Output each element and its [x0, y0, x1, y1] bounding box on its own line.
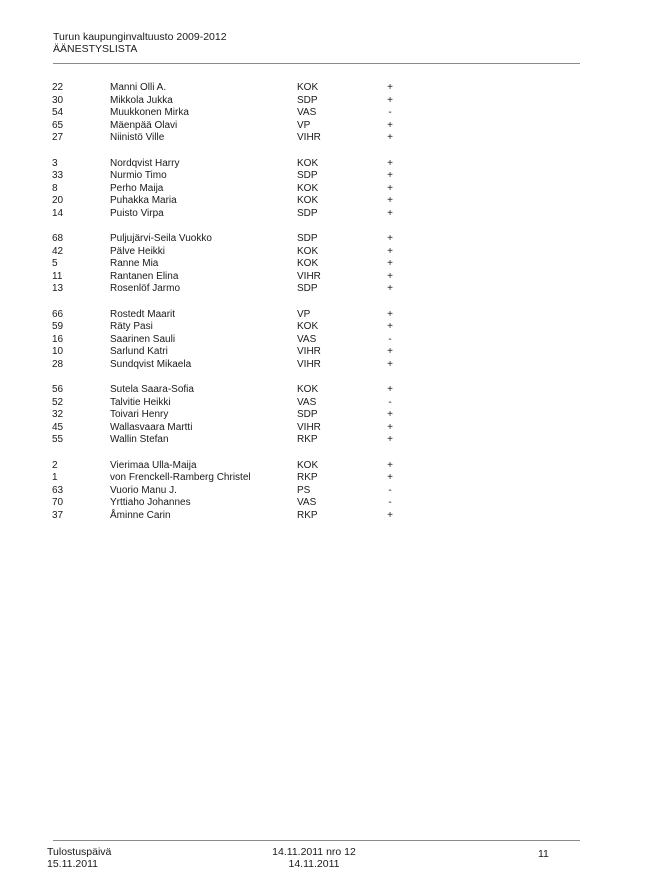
- member-number: 28: [52, 358, 64, 370]
- member-party: KOK: [297, 182, 319, 194]
- member-vote: +: [387, 472, 393, 483]
- member-vote: +: [387, 509, 393, 521]
- member-name: Mikkola Jukka: [110, 94, 173, 106]
- vote-row: [52, 258, 412, 271]
- member-vote: +: [387, 258, 393, 269]
- member-number: 56: [52, 384, 64, 395]
- member-number: 8: [52, 182, 58, 194]
- member-vote: +: [387, 346, 393, 357]
- member-name: Yrttiaho Johannes: [110, 497, 191, 508]
- vote-row: [52, 283, 412, 296]
- member-name: Wallasvaara Martti: [110, 421, 193, 433]
- vote-row: [52, 95, 412, 108]
- member-party: SDP: [297, 170, 318, 181]
- vote-group: [52, 158, 412, 221]
- member-vote: +: [387, 132, 393, 143]
- vote-group: [52, 82, 412, 145]
- member-vote: +: [387, 308, 393, 320]
- member-number: 55: [52, 434, 64, 445]
- member-vote: +: [387, 207, 393, 219]
- member-name: Muukkonen Mirka: [110, 107, 189, 118]
- member-party: KOK: [297, 258, 319, 269]
- member-number: 59: [52, 321, 64, 332]
- member-party: VP: [297, 308, 311, 320]
- member-party: VIHR: [297, 358, 321, 370]
- member-number: 32: [52, 409, 64, 420]
- member-party: KOK: [297, 384, 319, 395]
- member-party: VIHR: [297, 132, 321, 143]
- vote-row: [52, 321, 412, 334]
- member-vote: +: [387, 384, 393, 395]
- vote-row: [52, 82, 412, 95]
- member-number: 22: [52, 82, 64, 93]
- member-number: 33: [52, 170, 64, 181]
- member-vote: -: [388, 333, 392, 345]
- member-vote: +: [387, 270, 393, 282]
- member-party: KOK: [297, 82, 319, 93]
- member-number: 16: [52, 333, 64, 345]
- member-party: SDP: [297, 233, 318, 244]
- member-vote: -: [388, 484, 392, 496]
- member-vote: +: [387, 170, 393, 181]
- member-name: Nurmio Timo: [110, 170, 167, 181]
- member-party: SDP: [297, 94, 318, 106]
- vote-row: [52, 472, 412, 485]
- meeting-date: 14.11.2011: [288, 858, 340, 870]
- member-number: 68: [52, 233, 64, 244]
- member-name: Talvitie Heikki: [110, 396, 171, 408]
- vote-row: [52, 397, 412, 410]
- member-vote: +: [387, 182, 393, 194]
- member-party: VAS: [297, 333, 317, 345]
- vote-group: [52, 384, 412, 447]
- member-vote: +: [387, 421, 393, 433]
- member-name: Toivari Henry: [110, 409, 169, 420]
- member-number: 13: [52, 283, 64, 294]
- member-vote: -: [388, 497, 392, 508]
- vote-row: [52, 334, 412, 347]
- vote-row: [52, 183, 412, 196]
- member-party: VIHR: [297, 270, 321, 282]
- document-header: [53, 32, 593, 55]
- member-name: Wallin Stefan: [110, 434, 169, 445]
- member-party: VIHR: [297, 346, 321, 357]
- member-number: 70: [52, 497, 64, 508]
- vote-row: [52, 359, 412, 372]
- vote-row: [52, 497, 412, 510]
- member-name: Puisto Virpa: [110, 207, 164, 219]
- member-name: Saarinen Sauli: [110, 333, 176, 345]
- member-vote: +: [387, 459, 393, 471]
- member-party: RKP: [297, 472, 318, 483]
- vote-row: [52, 208, 412, 221]
- member-name: Räty Pasi: [110, 321, 153, 332]
- member-name: Sutela Saara-Sofia: [110, 384, 194, 395]
- member-name: Niinistö Ville: [110, 132, 165, 143]
- member-name: Sundqvist Mikaela: [110, 358, 192, 370]
- member-number: 1: [52, 472, 58, 483]
- member-party: KOK: [297, 321, 319, 332]
- member-party: KOK: [297, 459, 319, 471]
- member-number: 37: [52, 509, 64, 521]
- member-party: SDP: [297, 283, 318, 294]
- vote-row: [52, 107, 412, 120]
- member-party: KOK: [297, 245, 319, 257]
- member-number: 66: [52, 308, 64, 320]
- member-party: VAS: [297, 497, 317, 508]
- member-vote: +: [387, 283, 393, 294]
- member-name: Mäenpää Olavi: [110, 119, 178, 131]
- document-subtitle: ÄÄNESTYSLISTA: [53, 42, 138, 55]
- vote-row: [52, 434, 412, 447]
- print-date-label: Tulostuspäivä: [47, 846, 112, 858]
- member-vote: +: [387, 195, 393, 206]
- member-vote: -: [388, 396, 392, 408]
- vote-group: [52, 460, 412, 523]
- vote-row: [52, 132, 412, 145]
- member-party: VP: [297, 119, 311, 131]
- member-name: Puljujärvi-Seila Vuokko: [110, 233, 212, 244]
- page-number: 11: [538, 848, 549, 860]
- member-vote: +: [387, 94, 393, 106]
- vote-group: [52, 233, 412, 296]
- member-number: 45: [52, 421, 64, 433]
- vote-row: [52, 195, 412, 208]
- meeting-number: 14.11.2011 nro 12: [272, 846, 356, 858]
- footer-divider: [53, 840, 580, 841]
- member-number: 54: [52, 107, 64, 118]
- vote-row: [52, 170, 412, 183]
- member-number: 65: [52, 119, 64, 131]
- member-number: 27: [52, 132, 64, 143]
- member-party: VAS: [297, 107, 317, 118]
- member-party: SDP: [297, 409, 318, 420]
- vote-row: [52, 460, 412, 473]
- member-number: 52: [52, 396, 64, 408]
- vote-row: [52, 485, 412, 498]
- vote-row: [52, 409, 412, 422]
- member-name: Ranne Mia: [110, 258, 159, 269]
- member-name: Puhakka Maria: [110, 195, 177, 206]
- print-date-block: [47, 846, 111, 870]
- member-number: 10: [52, 346, 64, 357]
- member-name: Sarlund Katri: [110, 346, 168, 357]
- member-vote: +: [387, 119, 393, 131]
- member-party: VAS: [297, 396, 317, 408]
- vote-row: [52, 271, 412, 284]
- member-name: Perho Maija: [110, 182, 164, 194]
- member-name: Manni Olli A.: [110, 82, 167, 93]
- member-number: 14: [52, 207, 64, 219]
- member-vote: +: [387, 245, 393, 257]
- print-date: 15.11.2011: [47, 858, 98, 870]
- member-vote: -: [388, 107, 392, 118]
- vote-row: [52, 346, 412, 359]
- member-vote: +: [387, 358, 393, 370]
- vote-row: [52, 120, 412, 133]
- member-party: PS: [297, 484, 311, 496]
- member-party: KOK: [297, 195, 319, 206]
- member-number: 11: [52, 270, 63, 282]
- member-vote: +: [387, 321, 393, 332]
- member-name: Vuorio Manu J.: [110, 484, 177, 496]
- member-number: 5: [52, 258, 58, 269]
- member-number: 20: [52, 195, 64, 206]
- member-name: Nordqvist Harry: [110, 157, 180, 169]
- vote-list: [52, 82, 412, 535]
- member-name: Pälve Heikki: [110, 245, 166, 257]
- member-number: 63: [52, 484, 64, 496]
- vote-row: [52, 309, 412, 322]
- member-vote: +: [387, 434, 393, 445]
- vote-group: [52, 309, 412, 372]
- member-number: 2: [52, 459, 58, 471]
- member-name: Rantanen Elina: [110, 270, 179, 282]
- vote-row: [52, 158, 412, 171]
- vote-row: [52, 233, 412, 246]
- vote-row: [52, 422, 412, 435]
- vote-row: [52, 384, 412, 397]
- vote-row: [52, 510, 412, 523]
- member-number: 30: [52, 94, 64, 106]
- member-name: von Frenckell-Ramberg Christel: [110, 472, 251, 483]
- member-vote: +: [387, 233, 393, 244]
- member-party: SDP: [297, 207, 318, 219]
- meeting-block: [269, 846, 359, 870]
- member-vote: +: [387, 82, 393, 93]
- header-divider: [53, 63, 580, 64]
- member-vote: +: [387, 157, 393, 169]
- document-title: Turun kaupunginvaltuusto 2009-2012: [53, 31, 227, 43]
- member-name: Rostedt Maarit: [110, 308, 176, 320]
- member-party: KOK: [297, 157, 319, 169]
- member-name: Vierimaa Ulla-Maija: [110, 459, 197, 471]
- member-vote: +: [387, 409, 393, 420]
- member-number: 42: [52, 245, 64, 257]
- member-name: Rosenlöf Jarmo: [110, 283, 181, 294]
- member-party: RKP: [297, 434, 318, 445]
- vote-row: [52, 246, 412, 259]
- member-name: Åminne Carin: [110, 509, 171, 521]
- member-party: RKP: [297, 509, 318, 521]
- member-party: VIHR: [297, 421, 321, 433]
- member-number: 3: [52, 157, 58, 169]
